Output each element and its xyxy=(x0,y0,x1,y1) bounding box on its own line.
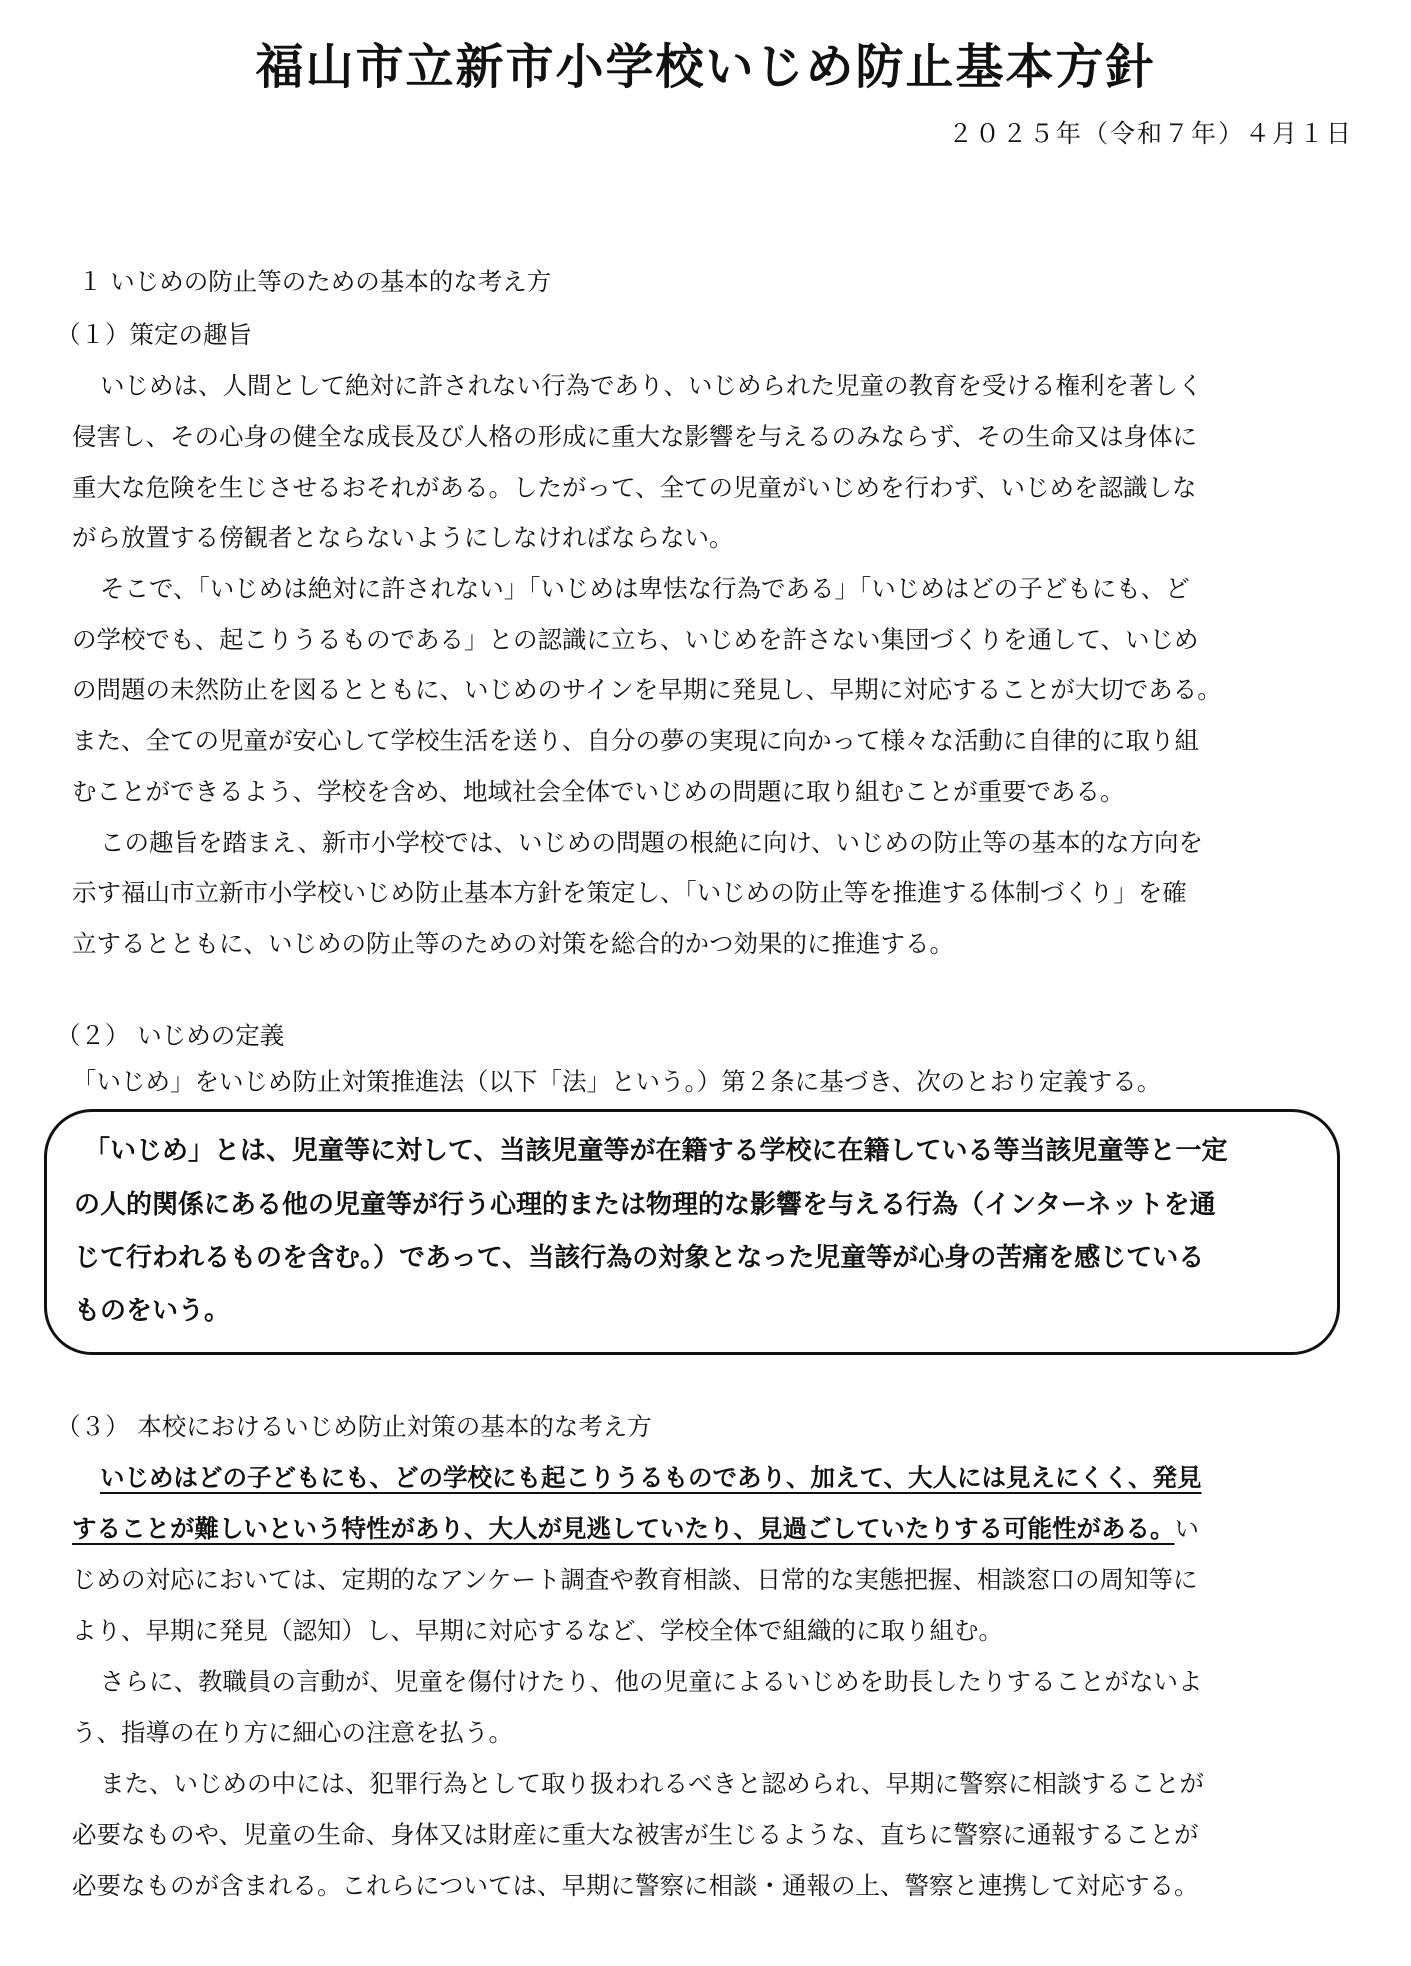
paragraph-line: う、指導の在り方に細心の注意を払う。 xyxy=(72,1718,513,1747)
paragraph-line: がら放置する傍観者とならないようにしなければならない。 xyxy=(72,523,734,552)
paragraph-line: 立するとともに、いじめの防止等のための対策を総合的かつ効果的に推進する。 xyxy=(72,929,954,958)
paragraph-line: 侵害し、その心身の健全な成長及び人格の形成に重大な影響を与えるのみならず、その生命又は身体に xyxy=(72,422,1198,451)
paragraph-line: また、全ての児童が安心して学校生活を送り、自分の夢の実現に向かって様々な活動に自律的に取り組 xyxy=(72,726,1199,755)
definition-line: じて行われるものを含む。）であって、当該行為の対象となった児童等が心身の苦痛を感じている xyxy=(74,1243,1205,1273)
paragraph-line: の学校でも、起こりうるものである」との認識に立ち、いじめを許さない集団づくりを通して、いじめ xyxy=(72,625,1199,654)
paragraph-line: 必要なものが含まれる。これらについては、早期に警察に相談・通報の上、警察と連携して対応する。 xyxy=(72,1871,1199,1900)
paragraph-line: また、いじめの中には、犯罪行為として取り扱われるべきと認められ、早期に警察に相談することが xyxy=(100,1769,1204,1798)
definition-intro: 「いじめ」をいじめ防止対策推進法（以下「法」という。）第２条に基づき、次のとおり定義する。 xyxy=(72,1067,1162,1096)
paragraph-line: いじめは、人間として絶対に許されない行為であり、いじめられた児童の教育を受ける権利を著しく xyxy=(100,371,1203,400)
document-title: 福山市立新市小学校いじめ防止基本方針 xyxy=(255,39,1156,95)
subsection-3-heading: （３） 本校におけるいじめ防止対策の基本的な考え方 xyxy=(56,1412,652,1441)
paragraph-line: この趣旨を踏まえ、新市小学校では、いじめの問題の根絶に向け、いじめの防止等の基本的な方向を xyxy=(100,828,1203,857)
definition-line: 「いじめ」とは、児童等に対して、当該児童等が在籍する学校に在籍している等当該児童等と一定 xyxy=(84,1136,1228,1166)
section-1-heading: １ いじめの防止等のための基本的な考え方 xyxy=(78,267,552,296)
paragraph-line: むことができるよう、学校を含め、地域社会全体でいじめの問題に取り組むことが重要である。 xyxy=(72,777,1125,806)
paragraph-line: より、早期に発見（認知）し、早期に対応するなど、学校全体で組織的に取り組む。 xyxy=(72,1616,1003,1645)
emphasis-line-2 xyxy=(72,1514,1199,1543)
paragraph-line: さらに、教職員の言動が、児童を傷付けたり、他の児童によるいじめを助長したりすることがないよ xyxy=(100,1667,1203,1696)
paragraph-line: そこで、「いじめは絶対に許されない」「いじめは卑怯な行為である」「いじめはどの子どもにも、ど xyxy=(100,574,1190,603)
paragraph-line: の問題の未然防止を図るとともに、いじめのサインを早期に発見し、早期に対応することが大切である。 xyxy=(72,675,1222,704)
definition-line: ものをいう。 xyxy=(74,1296,231,1326)
paragraph-line: じめの対応においては、定期的なアンケート調査や教育相談、日常的な実態把握、相談窓口の周知等に xyxy=(72,1565,1198,1594)
paragraph-line: 示す福山市立新市小学校いじめ防止基本方針を策定し、「いじめの防止等を推進する体制づくり」を確 xyxy=(72,878,1187,907)
paragraph-line: 重大な危険を生じさせるおそれがある。したがって、全ての児童がいじめを行わず、いじめを認識しな xyxy=(72,473,1197,502)
paragraph-line: 必要なものや、児童の生命、身体又は財産に重大な被害が生じるような、直ちに警察に通報することが xyxy=(72,1820,1199,1849)
emphasis-text: することが難しいという特性があり、大人が見逃していたり、見過ごしていたりする可能性がある。 xyxy=(72,1514,1175,1543)
emphasis-line: いじめはどの子どもにも、どの学校にも起こりうるものであり、加えて、大人には見えにくく、発見 xyxy=(100,1463,1202,1492)
subsection-2-heading: （２） いじめの定義 xyxy=(56,1021,285,1050)
definition-line: の人的関係にある他の児童等が行う心理的または物理的な影響を与える行為（インターネットを通 xyxy=(74,1190,1216,1220)
subsection-1-heading: （１）策定の趣旨 xyxy=(56,320,252,349)
paragraph-text: い xyxy=(1174,1514,1199,1543)
document-date: ２０２５年（令和７年）４月１日 xyxy=(947,119,1353,148)
